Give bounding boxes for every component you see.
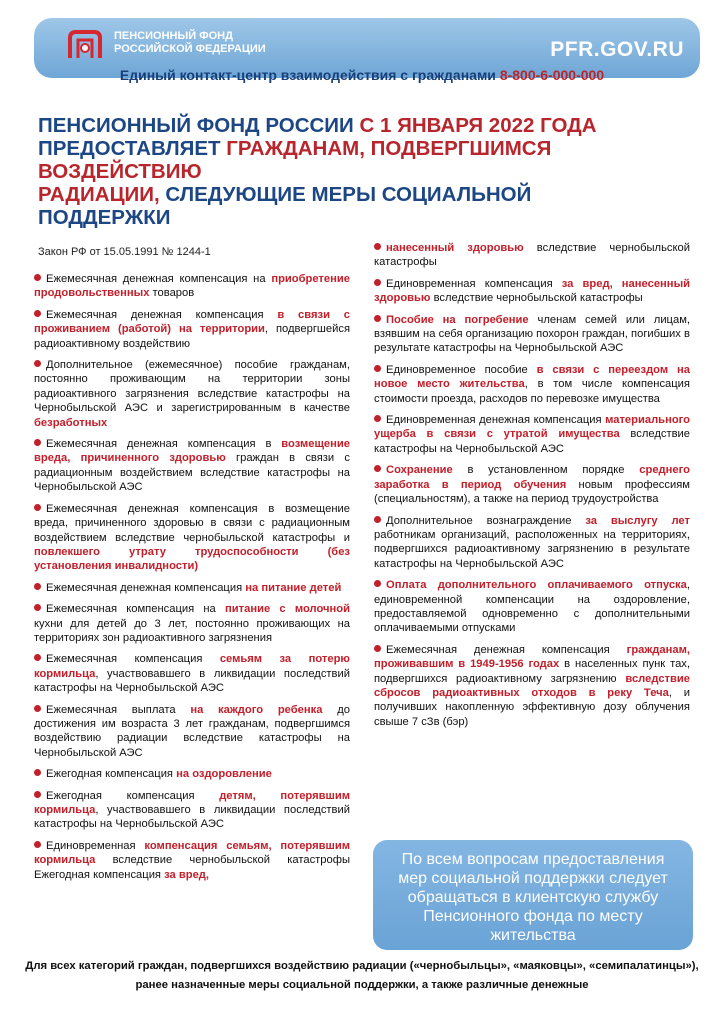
- pfr-logo-icon: [62, 28, 108, 62]
- benefit-highlight: среднего заработка в период обучения: [374, 464, 690, 491]
- benefit-text: Ежегодная компенсация: [46, 768, 177, 781]
- benefit-highlight: приобретение продовольственных: [34, 273, 350, 300]
- benefit-item: [374, 241, 690, 270]
- benefit-highlight: питание с молочной: [225, 603, 351, 616]
- benefit-item: [34, 789, 350, 832]
- benefit-item: [374, 643, 690, 729]
- title-part6: СЛЕДУЮЩИЕ МЕРЫ СОЦИАЛЬНОЙ ПОДДЕРЖКИ: [38, 183, 532, 229]
- title-part4: ГРАЖДАНАМ, ПОДВЕРГШИМСЯ ВОЗДЕЙСТВИЮ: [38, 137, 552, 183]
- benefits-right-column: [374, 241, 690, 736]
- benefit-text: вследствие катастрофы на Чернобыльской АЭС: [374, 428, 690, 455]
- benefit-text: , в том числе компенсация стоимости проезда, расходов по перевозке имущества: [374, 378, 690, 405]
- benefit-highlight: гражданам, проживавшим в 1949-1956 годах: [374, 643, 690, 671]
- benefit-item: [34, 767, 350, 781]
- benefit-highlight: в связи с переездом на новое место жительства: [374, 363, 691, 391]
- benefit-item: [34, 652, 350, 695]
- bullet-icon: [374, 243, 381, 250]
- benefit-text: Ежемесячная денежная компенсация в возмещение вреда, причиненного здоровью в связи с радиационным воздействием вследствие чернобыльской катастрофы и: [34, 502, 350, 544]
- benefit-text: в установленном порядке: [452, 464, 640, 477]
- benefit-text: , единовременной компенсации на оздоровление, предоставляемой одновременно с дополнительными оплачиваемыми отпусками: [374, 579, 690, 635]
- bullet-icon: [34, 583, 41, 590]
- bullet-icon: [34, 360, 41, 367]
- benefit-item: [374, 363, 690, 406]
- title-part3: ПРЕДОСТАВЛЯЕТ: [38, 137, 221, 160]
- benefit-text: Ежемесячная денежная компенсация на: [46, 273, 272, 285]
- benefit-highlight: повлекшего утрату трудоспособности (без установления инвалидности): [34, 545, 350, 573]
- law-reference: Закон РФ от 15.05.1991 № 1244-1: [38, 246, 211, 258]
- benefit-highlight: вследствие сбросов радиоактивных отходов в реку Теча: [374, 672, 690, 699]
- benefit-text: , подвергшейся радиоактивному воздействию: [34, 323, 350, 350]
- benefit-text: Ежемесячная денежная компенсация: [386, 643, 627, 656]
- benefit-text: вследствие чернобыльской катастрофы Ежегодная компенсация: [34, 854, 350, 881]
- page-title: [38, 114, 648, 229]
- benefit-text: до достижения им возраста 3 лет гражданам, подвергшимся воздействию радиации вследствие катастрофы на Чернобыльской АЭС: [34, 703, 350, 759]
- benefit-highlight: за вред,: [164, 868, 209, 881]
- bullet-icon: [34, 791, 41, 798]
- benefit-highlight: за вред, нанесенный здоровью: [374, 277, 691, 305]
- benefit-highlight: Сохранение: [386, 464, 453, 477]
- bullet-icon: [374, 465, 381, 472]
- benefit-item: [34, 358, 350, 430]
- footer-note: Для всех категорий граждан, подвергшихся воздействию радиации («чернобыльцы», «маяковцы», «семипалатинцы»), ранее назначенные меры социальной поддержки, а также различные денежные: [25, 960, 699, 991]
- benefit-highlight: детям, потерявшим кормильца: [34, 789, 350, 816]
- benefit-highlight: материального ущерба в связи с утратой имущества: [374, 414, 690, 441]
- bullet-icon: [34, 705, 41, 712]
- org-name: [114, 30, 266, 56]
- bullet-icon: [34, 654, 41, 661]
- bullet-icon: [34, 841, 41, 848]
- benefit-text: граждан в связи с радиационным воздействием вследствие катастрофы на Чернобыльской АЭС: [34, 452, 350, 494]
- benefit-item: [34, 272, 350, 301]
- benefit-highlight: компенсация семьям, потерявшим кормильца: [34, 839, 350, 867]
- title-part1: ПЕНСИОННЫЙ ФОНД РОССИИ: [38, 114, 354, 137]
- benefit-text: кухни для детей до 3 лет, постоянно проживающих на территориях зон радиоактивного загрязнения: [34, 617, 350, 644]
- benefit-highlight: на оздоровление: [176, 768, 272, 781]
- benefits-left-column: [34, 272, 350, 889]
- benefit-text: новым профессиям (специальностям), а также на период трудоустройства: [374, 478, 690, 506]
- benefit-item: [34, 839, 350, 882]
- benefit-highlight: Пособие на погребение: [386, 313, 529, 326]
- benefit-text: членам семей или лицам, взявшим на себя организацию похорон граждан, погибших в результате катастрофы на Чернобыльской АЭС: [374, 313, 690, 355]
- bullet-icon: [374, 516, 381, 523]
- benefit-text: Единовременная денежная компенсация: [386, 414, 606, 427]
- benefit-text: товаров: [149, 287, 195, 300]
- benefit-text: в населенных пунк тах, подвергшихся радиоактивному загрязнению: [374, 658, 690, 685]
- benefit-highlight: на питание детей: [245, 581, 342, 594]
- benefit-text: Ежемесячная компенсация: [46, 653, 220, 666]
- benefit-item: [374, 413, 690, 456]
- bullet-icon: [374, 279, 381, 286]
- benefit-text: Ежегодная компенсация: [46, 789, 220, 802]
- bullet-icon: [34, 769, 41, 776]
- benefit-text: Дополнительное вознаграждение: [386, 514, 586, 527]
- bullet-icon: [374, 415, 381, 422]
- benefit-text: Дополнительное (ежемесячное) пособие гражданам, постоянно проживающим на территории зоны радиоактивного загрязнения вследствие катастрофы на Чернобыльской АЭС и зарегистрированным в качестве: [34, 359, 350, 415]
- benefit-highlight: нанесенный здоровью: [386, 242, 524, 254]
- benefit-highlight: безработных: [34, 416, 108, 429]
- benefit-highlight: Оплата дополнительного оплачиваемого отпуска: [386, 579, 687, 592]
- bullet-icon: [34, 604, 41, 611]
- bullet-icon: [34, 439, 41, 446]
- benefit-text: , и получивших накопленную эффективную дозу облучения свыше 7 сЗв (бэр): [374, 686, 690, 728]
- benefit-text: Единовременная: [46, 839, 145, 852]
- info-box: По всем вопросам предоставления мер социальной поддержки следует обращаться в клиентскую службу Пенсионного фонда по месту жительства: [373, 840, 693, 950]
- title-part2: С 1 ЯНВАРЯ 2022 ГОДА: [359, 114, 597, 137]
- benefit-highlight: возмещение вреда, причиненного здоровью: [34, 438, 350, 465]
- contact-center: [0, 67, 724, 83]
- bullet-icon: [374, 365, 381, 372]
- benefit-item: [34, 437, 350, 495]
- org-name-line2: РОССИЙСКОЙ ФЕДЕРАЦИИ: [114, 43, 266, 55]
- bullet-icon: [374, 580, 381, 587]
- bullet-icon: [374, 315, 381, 322]
- benefit-item: [34, 602, 350, 645]
- benefit-highlight: за выслугу лет: [585, 514, 690, 527]
- benefit-text: вследствие чернобыльской катастрофы: [374, 242, 690, 269]
- benefit-highlight: в связи с проживанием (работой) на территории: [34, 308, 351, 336]
- benefit-item: [374, 277, 690, 306]
- contact-phone[interactable]: 8-800-6-000-000: [499, 67, 605, 83]
- bullet-icon: [34, 274, 41, 281]
- benefit-item: [374, 578, 690, 636]
- benefit-text: Ежемесячная компенсация на: [46, 603, 225, 616]
- benefit-text: Ежемесячная денежная компенсация: [46, 581, 246, 594]
- site-link[interactable]: PFR.GOV.RU: [550, 38, 684, 61]
- title-part5: РАДИАЦИИ,: [38, 183, 160, 206]
- benefit-text: Единовременная компенсация: [386, 277, 562, 290]
- bullet-icon: [374, 645, 381, 652]
- bullet-icon: [34, 504, 41, 511]
- bullet-icon: [34, 310, 41, 317]
- benefit-text: Ежемесячная денежная компенсация в: [46, 438, 282, 451]
- benefit-text: Ежемесячная денежная компенсация: [46, 308, 278, 321]
- benefit-item: [34, 581, 350, 595]
- benefit-highlight: на каждого ребенка: [190, 703, 323, 716]
- benefit-text: , участвовавшего в ликвидации последствий катастрофы на Чернобыльской АЭС: [34, 667, 350, 695]
- benefit-item: [34, 502, 350, 574]
- org-name-line1: ПЕНСИОННЫЙ ФОНД: [114, 30, 233, 42]
- contact-label: Единый контакт-центр взаимодействия с гражданами: [119, 67, 496, 83]
- benefit-text: работникам организаций, расположенных на территориях, подвергшихся радиоактивному загрязнению в результате катастрофы на Чернобыльской АЭС: [374, 528, 690, 570]
- benefit-text: вследствие чернобыльской катастрофы: [430, 292, 643, 305]
- benefit-highlight: семьям за потерю кормильца: [34, 653, 350, 680]
- benefit-item: [374, 463, 690, 506]
- benefit-item: [374, 313, 690, 356]
- benefit-item: [34, 703, 350, 761]
- benefit-item: [374, 514, 690, 572]
- benefit-item: [34, 308, 350, 351]
- benefit-text: Ежемесячная выплата: [46, 703, 191, 716]
- benefit-text: Единовременное пособие: [386, 363, 537, 376]
- benefit-text: , участвовавшего в ликвидации последствий катастрофы на Чернобыльской АЭС: [34, 804, 350, 831]
